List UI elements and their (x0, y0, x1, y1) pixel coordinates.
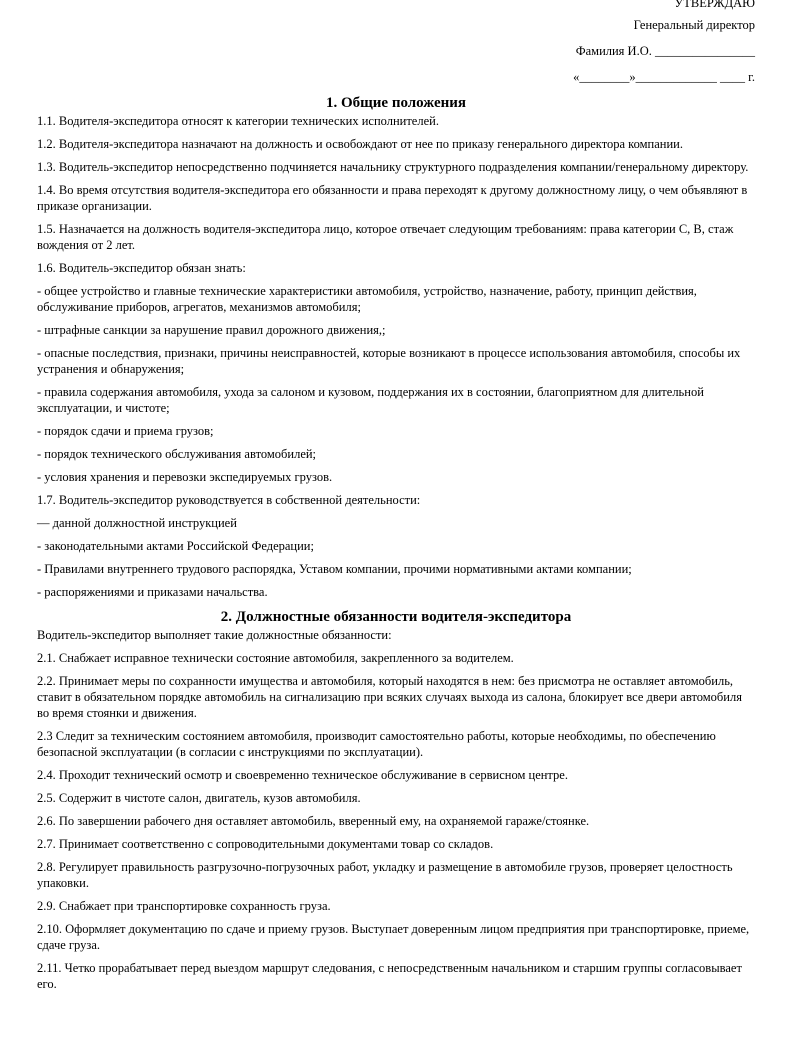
document-body (37, 93, 755, 999)
approval-block (573, 0, 755, 89)
paragraph: 2.8. Регулирует правильность разгрузочно-погрузочных работ, укладку и размещение в автомобиле грузов, проверяет целостность упаковки. (37, 860, 733, 890)
paragraph: 1.5. Назначается на должность водителя-экспедитора лицо, которое отвечает следующим требованиям: права категории С, В, стаж вождения от 2 лет. (37, 222, 734, 252)
list-item: - опасные последствия, признаки, причины неисправностей, которые возникают в процессе использования автомобиля, способы их устранения и обнаружения; (37, 346, 741, 376)
paragraph: 2.5. Содержит в чистоте салон, двигатель, кузов автомобиля. (37, 791, 361, 805)
paragraph: 2.1. Снабжает исправное технически состояние автомобиля, закрепленного за водителем. (37, 651, 514, 665)
paragraph: 1.2. Водителя-экспедитора назначают на должность и освобождают от нее по приказу генерального директора компании. (37, 137, 683, 151)
section-2-title: 2. Должностные обязанности водителя-экспедитора (220, 609, 572, 625)
list-item: - порядок сдачи и приема грузов; (37, 424, 214, 438)
paragraph: 2.3 Следит за техническим состоянием автомобиля, производит самостоятельно работы, которые необходимы, по обеспечению безопасной эксплуатации (в согласии с инструкциями по эксплуатации). (37, 729, 716, 759)
paragraph: Водитель-экспедитор выполняет такие должностные обязанности: (37, 628, 392, 642)
section-1-body (37, 113, 755, 600)
list-item: - законодательными актами Российской Федерации; (37, 539, 314, 553)
list-item: - общее устройство и главные технические характеристики автомобиля, устройство, назначение, работу, принцип действия, обслуживание приборов, агрегатов, механизмов автомобиля; (37, 284, 697, 314)
list-item: - распоряжениями и приказами начальства. (37, 585, 268, 599)
approval-heading: УТВЕРЖДАЮ (674, 0, 755, 10)
paragraph: 2.4. Проходит технический осмотр и своевременно техническое обслуживание в сервисном центре. (37, 768, 568, 782)
list-item: - правила содержания автомобиля, ухода за салоном и кузовом, поддержания их в состоянии, благоприятном для длительной эксплуатации, и чистоте; (37, 385, 704, 415)
paragraph: 1.1. Водителя-экспедитора относят к категории технических исполнителей. (37, 114, 439, 128)
section-2-body (37, 627, 755, 992)
approval-position: Генеральный директор (633, 18, 755, 32)
paragraph: 1.3. Водитель-экспедитор непосредственно подчиняется начальнику структурного подразделения компании/генеральному директору. (37, 160, 749, 174)
paragraph: 2.11. Четко прорабатывает перед выездом маршрут следования, с непосредственным начальником и старшим группы согласовывает его. (37, 961, 742, 991)
list-item: - штрафные санкции за нарушение правил дорожного движения,; (37, 323, 386, 337)
paragraph: 2.2. Принимает меры по сохранности имущества и автомобиля, который находятся в нем: без присмотра не оставляет автомобиль, ставит в обязательном порядке автомобиль на сигнализацию при всяких случаях выхода из салона, блокирует все двери автомобиля во время стоянки и движения. (37, 674, 742, 720)
list-item: — данной должностной инструкцией (37, 516, 237, 530)
section-1-title: 1. Общие положения (325, 95, 467, 111)
paragraph: 1.6. Водитель-экспедитор обязан знать: (37, 261, 246, 275)
paragraph: 2.6. По завершении рабочего дня оставляет автомобиль, вверенный ему, на охраняемой гараже/стоянке. (37, 814, 590, 828)
paragraph: 1.4. Во время отсутствия водителя-экспедитора его обязанности и права переходят к другому должностному лицу, о чем объявляют в приказе организации. (37, 183, 748, 213)
approval-name-line: Фамилия И.О. ________________ (575, 44, 755, 58)
paragraph: 2.10. Оформляет документацию по сдаче и приему грузов. Выступает доверенным лицом предприятия при транспортировке, приеме, сдаче груза. (37, 922, 750, 952)
list-item: - Правилами внутреннего трудового распорядка, Уставом компании, прочими нормативными актами компании; (37, 562, 632, 576)
list-item: - порядок технического обслуживания автомобилей; (37, 447, 317, 461)
paragraph: 1.7. Водитель-экспедитор руководствуется в собственной деятельности: (37, 493, 421, 507)
paragraph: 2.7. Принимает соответственно с сопроводительными документами товар со складов. (37, 837, 494, 851)
list-item: - условия хранения и перевозки экспедируемых грузов. (37, 470, 333, 484)
paragraph: 2.9. Снабжает при транспортировке сохранность груза. (37, 899, 331, 913)
approval-date-line: «________»_____________ ____ г. (573, 70, 755, 84)
